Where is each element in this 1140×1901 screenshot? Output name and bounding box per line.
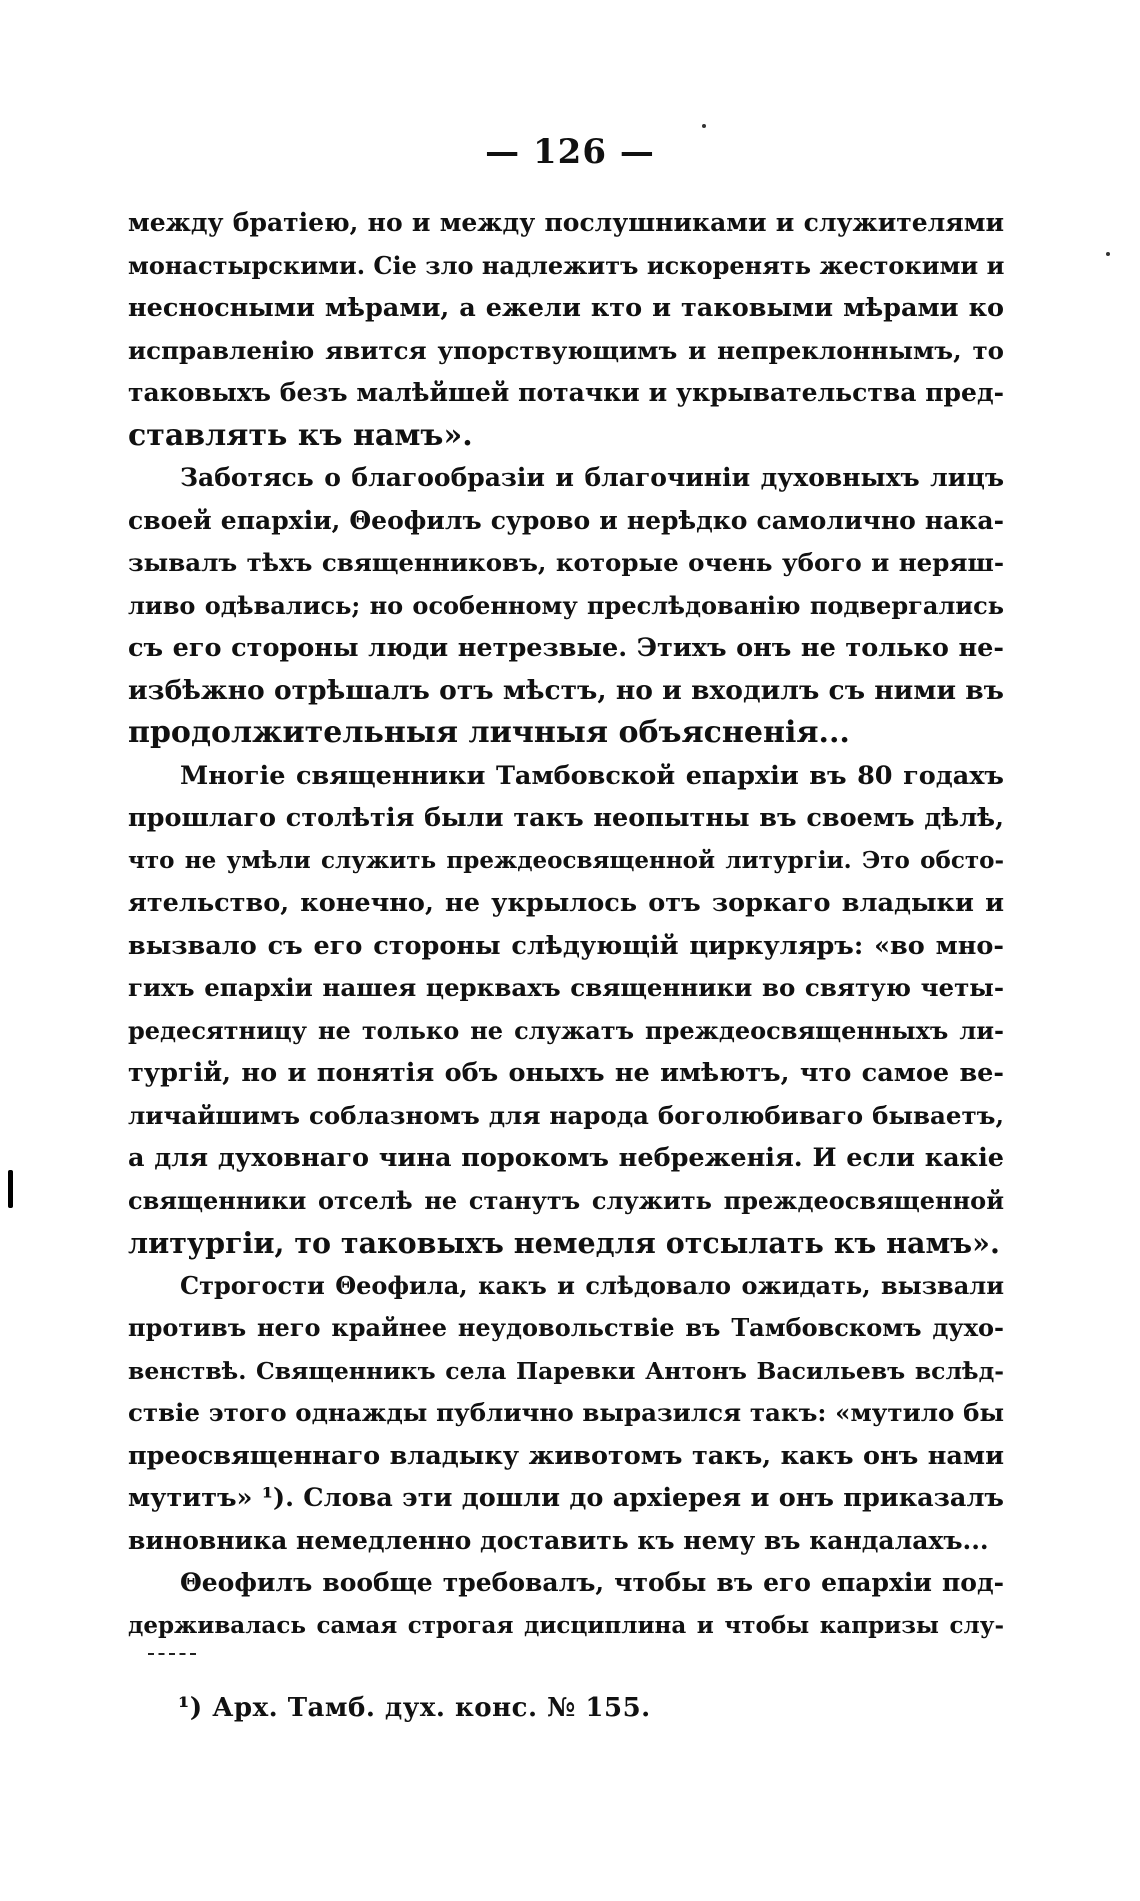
text-line: своей епархіи, Θеофилъ сурово и нерѣдко самолично нака- bbox=[128, 505, 1004, 535]
text-line: тургій, но и понятія объ оныхъ не имѣютъ, что самое ве- bbox=[128, 1058, 1004, 1088]
text-line: зывалъ тѣхъ священниковъ, которые очень убого и неряш- bbox=[128, 548, 1004, 577]
text-line: съ его стороны люди нетрезвые. Этихъ онъ не только не- bbox=[128, 633, 1004, 663]
text-line: Многіе священники Тамбовской епархіи въ 80 годахъ bbox=[180, 760, 1004, 791]
body-text bbox=[128, 202, 1004, 1647]
text-line: Заботясь о благообразіи и благочиніи духовныхъ лицъ bbox=[180, 463, 1004, 492]
text-line: ливо одѣвались; но особенному преслѣдованію подвергались bbox=[128, 590, 1004, 620]
text-line: держивалась самая строгая дисциплина и чтобы капризы слу- bbox=[128, 1611, 1004, 1639]
text-line: редесятницу не только не служатъ преждеосвященныхъ ли- bbox=[128, 1015, 1004, 1045]
footnote: ¹) Арх. Тамб. дух. конс. № 155. bbox=[178, 1693, 651, 1723]
text-line: литургіи, то таковыхъ немедля отсылать къ намъ». bbox=[128, 1226, 1000, 1260]
text-line: несносными мѣрами, а ежели кто и таковыми мѣрами ко bbox=[128, 293, 1004, 323]
text-line: ствіе этого однажды публично выразился такъ: «мутило бы bbox=[128, 1398, 1004, 1427]
text-line: ставлять къ намъ». bbox=[128, 417, 473, 453]
text-line: между братіею, но и между послушниками и служителями bbox=[128, 208, 1004, 237]
text-line: вызвало съ его стороны слѣдующій циркуляръ: «во мно- bbox=[128, 930, 1004, 961]
text-line: ятельство, конечно, не укрылось отъ зоркаго владыки и bbox=[128, 888, 1004, 918]
text-line: личайшимъ соблазномъ для народа боголюбиваго бываетъ, bbox=[128, 1100, 1004, 1130]
page-number: — 126 — bbox=[485, 132, 655, 172]
text-line: что не умѣли служить преждеосвященной литургіи. Это обсто- bbox=[128, 846, 1004, 874]
text-line: гихъ епархіи нашея церквахъ священники во святую четы- bbox=[128, 973, 1004, 1002]
text-line: противъ него крайнее неудовольствіе въ Тамбовскомъ духо- bbox=[128, 1313, 1004, 1342]
text-line: преосвященнаго владыку животомъ такъ, какъ онъ нами bbox=[128, 1440, 1004, 1471]
text-line: прошлаго столѣтія были такъ неопытны въ своемъ дѣлѣ, bbox=[128, 803, 1004, 833]
text-line: мутитъ» ¹). Слова эти дошли до архіерея и онъ приказалъ bbox=[128, 1483, 1004, 1513]
text-line: избѣжно отрѣшалъ отъ мѣстъ, но и входилъ съ ними въ bbox=[128, 674, 1004, 706]
text-line: а для духовнаго чина порокомъ небреженія. И если какіе bbox=[128, 1143, 1004, 1173]
footnote-separator bbox=[148, 1653, 196, 1655]
text-line: исправленію явится упорствующимъ и непреклоннымъ, то bbox=[128, 335, 1004, 365]
text-line: Θеофилъ вообще требовалъ, чтобы въ его епархіи под- bbox=[180, 1568, 1004, 1597]
text-line: священники отселѣ не станутъ служить преждеосвященной bbox=[128, 1185, 1004, 1215]
text-line: виновника немедленно доставить къ нему въ кандалахъ... bbox=[128, 1525, 989, 1555]
ink-speck bbox=[702, 124, 706, 128]
text-line: таковыхъ безъ малѣйшей потачки и укрывательства пред- bbox=[128, 378, 1004, 407]
ink-speck bbox=[1106, 252, 1110, 256]
text-line: Строгости Θеофила, какъ и слѣдовало ожидать, вызвали bbox=[180, 1270, 1004, 1300]
text-line: монастырскими. Сіе зло надлежитъ искоренять жестокими и bbox=[128, 250, 1005, 280]
margin-mark bbox=[8, 1170, 13, 1208]
text-line: продолжительныя личныя объясненія... bbox=[128, 715, 850, 750]
text-line: венствѣ. Священникъ села Паревки Антонъ Васильевъ вслѣд- bbox=[128, 1356, 1004, 1385]
